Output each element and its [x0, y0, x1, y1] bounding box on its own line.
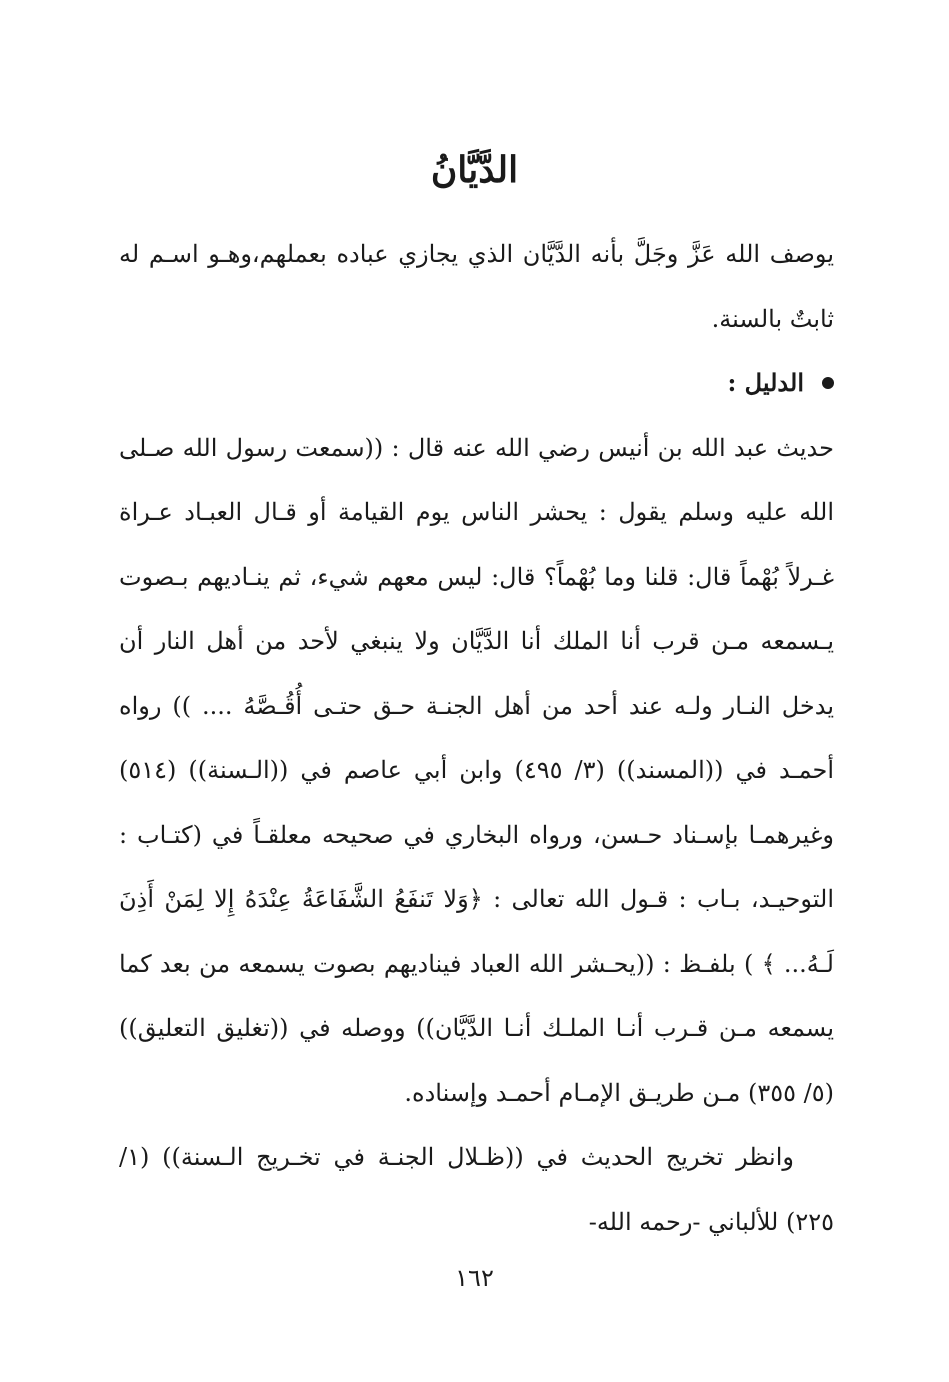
evidence-heading [119, 351, 834, 416]
further-reading-paragraph: وانظر تخريج الحديث في ((ظـلال الجنـة في تخـريج الـسنة)) (١/ ٢٢٥) للألباني -رحمه الله- [119, 1143, 834, 1236]
page-title: الدَّيَّانُ [430, 149, 519, 191]
intro-paragraph: يوصف الله عَزَّ وجَلَّ بأنه الدَّيَّان الذي يجازي عباده بعملهم،وهـو اسـم له ثابتٌ بالسنة. [119, 240, 834, 333]
evidence-heading-label: الدليل : [727, 368, 804, 397]
bullet-icon [822, 377, 834, 389]
page-number: ١٦٢ [455, 1264, 494, 1292]
page-body [119, 222, 834, 1254]
evidence-paragraph: حديث عبد الله بن أنيس رضي الله عنه قال : ((سمعت رسول الله صـلى الله عليه وسلم يقول : يحشر الناس يوم القيامة أو قـال العبـاد عـراة غـرلاً بُهْماً قال: قلنا وما بُهْماً؟ قال: ليس معهم شيء، ثم ينـاديهم بـصوت يـسمعه مـن قرب أنا الملك أنا الدَّيَّان ولا ينبغي لأحد من أهل النار أن يدخل النـار ولـه عند أحد من أهل الجنـة حـق حتـى أُقُـصَّهُ .... )) رواه أحمـد في ((المسند)) (٣/ ٤٩٥) وابن أبي عاصم في ((الـسنة)) (٥١٤) وغيرهمـا بإسـناد حـسن، ورواه البخاري في صحيحه معلقـاً في (كتـاب : التوحيـد، بـاب : قـول الله تعالى : ﴿وَلا تَنفَعُ الشَّفَاعَةُ عِنْدَهُ إِلا لِمَنْ أَذِنَ لَـهُ... ﴾ ) بلفـظ : ((يحـشر الله العباد فيناديهم بصوت يسمعه من بعد كما يسمعه مـن قـرب أنـا الملـك أنـا الدَّيَّان)) ووصله في ((تغليق التعليق)) (٥/ ٣٥٥) مـن طريـق الإمـام أحمـد وإسناده. [119, 433, 834, 1107]
